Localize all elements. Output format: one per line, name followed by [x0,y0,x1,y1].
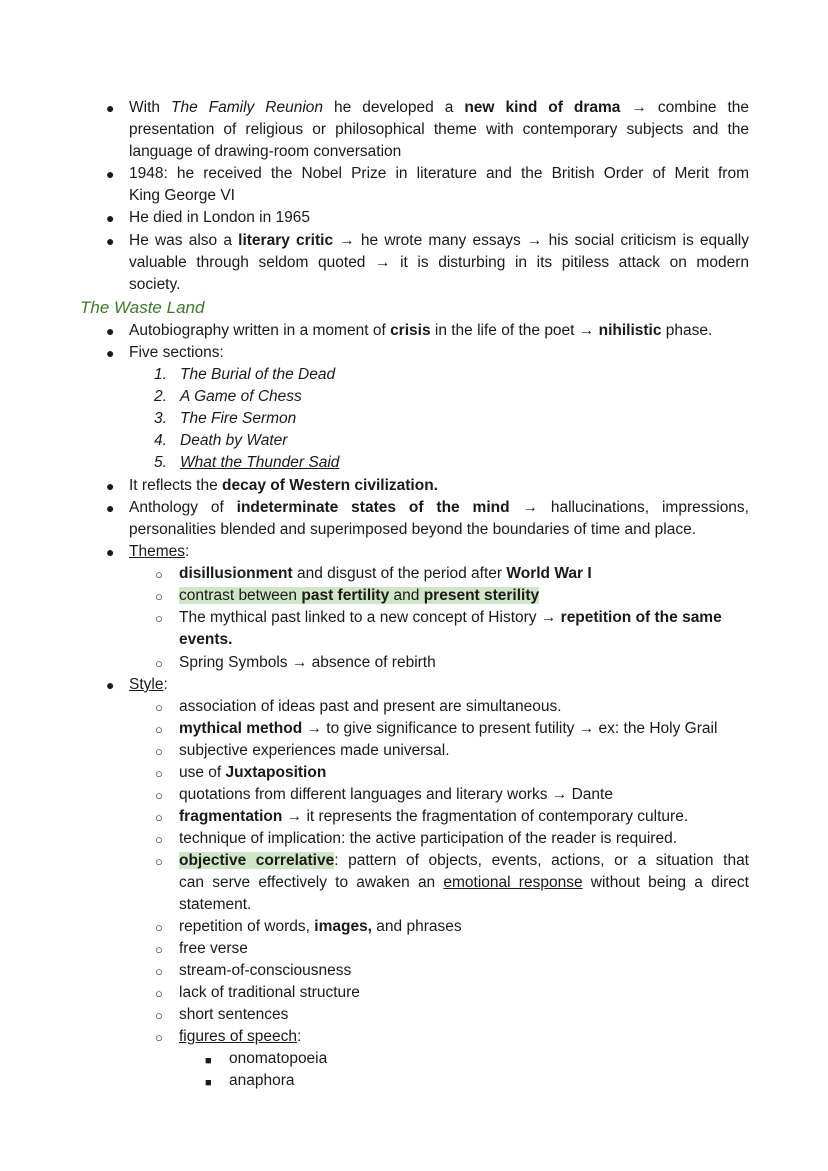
bullet-circle [155,916,163,939]
theme-item: disillusionment and disgust of the period after World War I [179,565,592,582]
figure-item: onomatopoeia [229,1050,328,1067]
bullet-circle [155,1026,163,1049]
bullet-circle [155,806,163,829]
list-number: 4. [154,432,167,449]
paragraph-line: He died in London in 1965 [129,209,310,226]
bullet-circle [155,652,163,675]
paragraph-line: personalities blended and superimposed beyond the boundaries of time and place. [129,521,696,538]
paragraph-line: presentation of religious or philosophical theme with contemporary subjects and the [129,121,749,138]
style-item: subjective experiences made universal. [179,742,450,759]
bullet-circle [155,784,163,807]
paragraph-line: He was also a literary critic → he wrote many essays → his social criticism is equally [129,232,749,249]
section-heading: The Waste Land [80,298,205,317]
style-item: objective correlative: pattern of objects, events, actions, or a situation that [179,852,749,869]
bullet-circle [155,938,163,961]
bullet-disc [106,541,114,563]
bullet-disc [106,342,114,364]
bullet-circle [155,960,163,983]
bullet-disc [106,207,114,229]
list-number: 1. [154,366,167,383]
paragraph-line: 1948: he received the Nobel Prize in literature and the British Order of Merit from [129,165,749,182]
list-number: 5. [154,454,167,471]
style-item: repetition of words, images, and phrases [179,918,462,935]
list-number: 3. [154,410,167,427]
paragraph-line: King George VI [129,187,235,204]
themes-label: Themes: [129,543,190,560]
style-item: stream-of-consciousness [179,962,352,979]
bullet-disc [106,230,114,252]
bullet-circle [155,982,163,1005]
style-label: Style: [129,676,168,693]
style-item: free verse [179,940,248,957]
bullet-disc [106,320,114,342]
section-title: What the Thunder Said [180,454,340,471]
bullet-circle [155,585,163,608]
style-item: use of Juxtaposition [179,764,327,781]
style-item: technique of implication: the active participation of the reader is required. [179,830,678,847]
bullet-circle [155,563,163,586]
bullet-circle [155,740,163,763]
bullet-circle [155,696,163,719]
style-item: quotations from different languages and literary works → Dante [179,786,613,803]
style-item: association of ideas past and present are simultaneous. [179,698,562,715]
bullet-disc [106,497,114,519]
section-title: Death by Water [180,432,288,449]
bullet-square [205,1048,212,1072]
section-title: The Fire Sermon [180,410,297,427]
style-item: mythical method → to give significance to present futility → ex: the Holy Grail [179,720,718,737]
theme-item-continued: events. [179,631,233,648]
style-item-continued: can serve effectively to awaken an emotional response without being a direct [179,874,749,891]
bullet-square [205,1070,212,1094]
style-item: short sentences [179,1006,289,1023]
theme-item: Spring Symbols → absence of rebirth [179,654,436,671]
style-item: fragmentation → it represents the fragmentation of contemporary culture. [179,808,689,825]
paragraph-line: With The Family Reunion he developed a new kind of drama → combine the [129,99,749,116]
figure-item: anaphora [229,1072,295,1089]
paragraph-line: It reflects the decay of Western civilization. [129,477,438,494]
theme-item: The mythical past linked to a new concept of History → repetition of the same [179,609,722,626]
section-title: The Burial of the Dead [180,366,336,383]
bullet-disc [106,163,114,185]
bullet-disc [106,97,114,119]
style-item: lack of traditional structure [179,984,360,1001]
list-number: 2. [154,388,167,405]
bullet-circle [155,828,163,851]
bullet-disc [106,475,114,497]
paragraph-line: valuable through seldom quoted → it is disturbing in its pitiless attack on modern [129,254,749,271]
bullet-circle [155,607,163,630]
paragraph-line: language of drawing-room conversation [129,143,402,160]
bullet-circle [155,762,163,785]
paragraph-line: Autobiography written in a moment of crisis in the life of the poet → nihilistic phase. [129,322,713,339]
theme-item: contrast between past fertility and present sterility [179,587,540,604]
style-item: figures of speech: [179,1028,302,1045]
paragraph-line: Five sections: [129,344,224,361]
paragraph-line: Anthology of indeterminate states of the mind → hallucinations, impressions, [129,499,749,516]
bullet-circle [155,1004,163,1027]
section-title: A Game of Chess [180,388,302,405]
paragraph-line: society. [129,276,181,293]
style-item-continued: statement. [179,896,252,913]
bullet-disc [106,674,114,696]
bullet-circle [155,850,163,873]
bullet-circle [155,718,163,741]
